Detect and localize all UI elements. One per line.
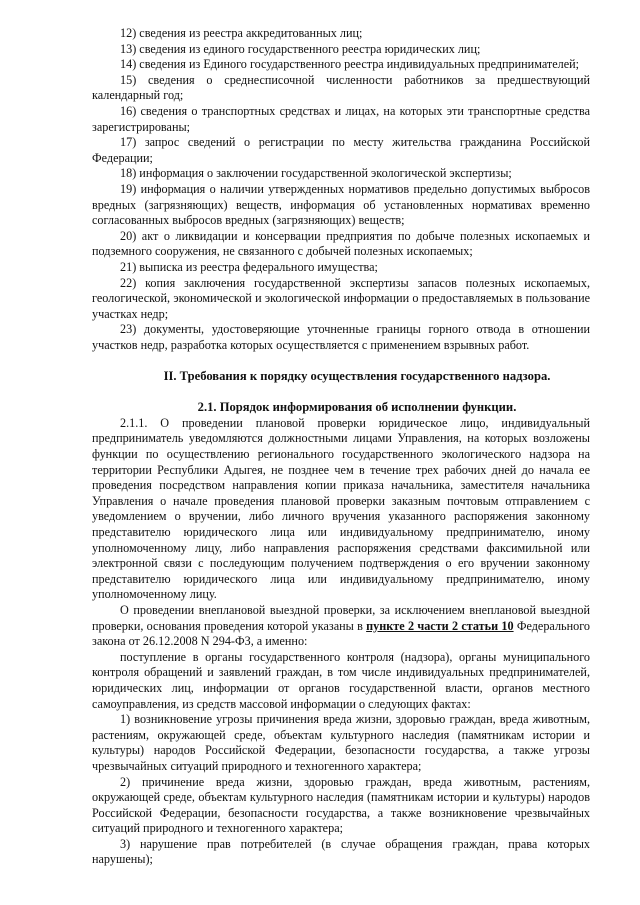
paragraph-unplanned-text-b: Федерального закона от 26.12.2008 N 294-ФЗ, а именно:	[92, 618, 590, 649]
list-item: 20) акт о ликвидации и консервации предприятия по добыче полезных ископаемых и подземного сооружения, не связанного с добычей полезных ископаемых;	[92, 228, 590, 259]
paragraph-2-1-1: 2.1.1. О проведении плановой проверки юридическое лицо, индивидуальный предприниматель уведомляются должностными лицами Управления, на которых возложены функции по осуществлению регионального государственного экологического надзора на территории Республики Адыгея, не позднее чем в течение трех рабочих дней до начала ее проведения посредством направления копии приказа начальника, заместителя начальника Управления о начале проведения плановой проверки заказным почтовым отправлением с уведомлением о вручении, либо личного вручения указанного распоряжения законному представителю юридического лица или индивидуальному предпринимателю, иному уполномоченному лицу, либо направления распоряжения средствами факсимильной или электронной связи с последующим получением подтверждения о его вручении законному представителю юридического лица или индивидуальному предпринимателю, иному уполномоченному лицу.	[92, 415, 590, 602]
list-item: 18) информация о заключении государственной экологической экспертизы;	[120, 166, 512, 181]
section-title: II. Требования к порядку осуществления государственного надзора.	[163, 369, 551, 384]
list-item: 17) запрос сведений о регистрации по месту жительства гражданина Российской Федерации;	[92, 135, 590, 165]
list-item: 19) информация о наличии утвержденных нормативов предельно допустимых выбросов вредных (загрязняющих) веществ, информация об установленных нормативах временно согласованных выбросов вредных (загрязняющих) веществ;	[92, 181, 590, 228]
list-item: 23) документы, удостоверяющие уточненные границы горного отвода в отношении участков недр, разработка которых осуществляется с применением взрывных работ.	[92, 322, 590, 352]
fact-item: 2) причинение вреда жизни, здоровью граждан, вреда животным, растениям, окружающей среде, объектам культурного наследия (памятникам истории и культуры) народов Российской Федерации, безопасности государства, а также возникновение чрезвычайных ситуаций природного и техногенного характера;	[92, 774, 590, 836]
subsection-title: 2.1. Порядок информирования об исполнении функции.	[197, 400, 517, 415]
fact-item: 1) возникновение угрозы причинения вреда жизни, здоровью граждан, вреда животным, растениям, окружающей среде, объектам культурного наследия (памятникам истории и культуры) народов Российской Федерации, безопасности государства, а также угрозы чрезвычайных ситуаций природного и техногенного характера;	[92, 712, 590, 773]
list-item: 22) копия заключения государственной экспертизы запасов полезных ископаемых, геологической, экономической и экологической информации о предоставляемых в пользование участках недр;	[92, 275, 590, 321]
list-item: 14) сведения из Единого государственного реестра индивидуальных предпринимателей;	[120, 57, 580, 72]
fact-item: 3) нарушение прав потребителей (в случае обращения граждан, права которых нарушены);	[92, 836, 590, 867]
list-item: 13) сведения из единого государственного реестра юридических лиц;	[120, 41, 481, 56]
law-reference-link[interactable]: пункте 2 части 2 статьи 10	[366, 618, 514, 633]
list-item: 16) сведения о транспортных средствах и лицах, на которых эти транспортные средства зарегистрированы;	[92, 103, 590, 134]
paragraph-unplanned-text-a: О проведении внеплановой выездной проверки, за исключением внеплановой выездной проверки, основания проведения которой указаны в	[92, 602, 590, 633]
paragraph-unplanned	[92, 603, 590, 650]
paragraph-receipt: поступление в органы государственного контроля (надзора), органы муниципального контроля обращений и заявлений граждан, в том числе индивидуальных предпринимателей, юридических лиц, информации от органов государственной власти, органов местного самоуправления, из средств массовой информации о следующих фактах:	[92, 649, 590, 711]
list-item: 21) выписка из реестра федерального имущества;	[120, 259, 378, 274]
list-item: 15) сведения о среднесписочной численности работников за предшествующий календарный год;	[92, 72, 590, 103]
list-item: 12) сведения из реестра аккредитованных лиц;	[120, 26, 363, 40]
items-list	[92, 26, 590, 353]
